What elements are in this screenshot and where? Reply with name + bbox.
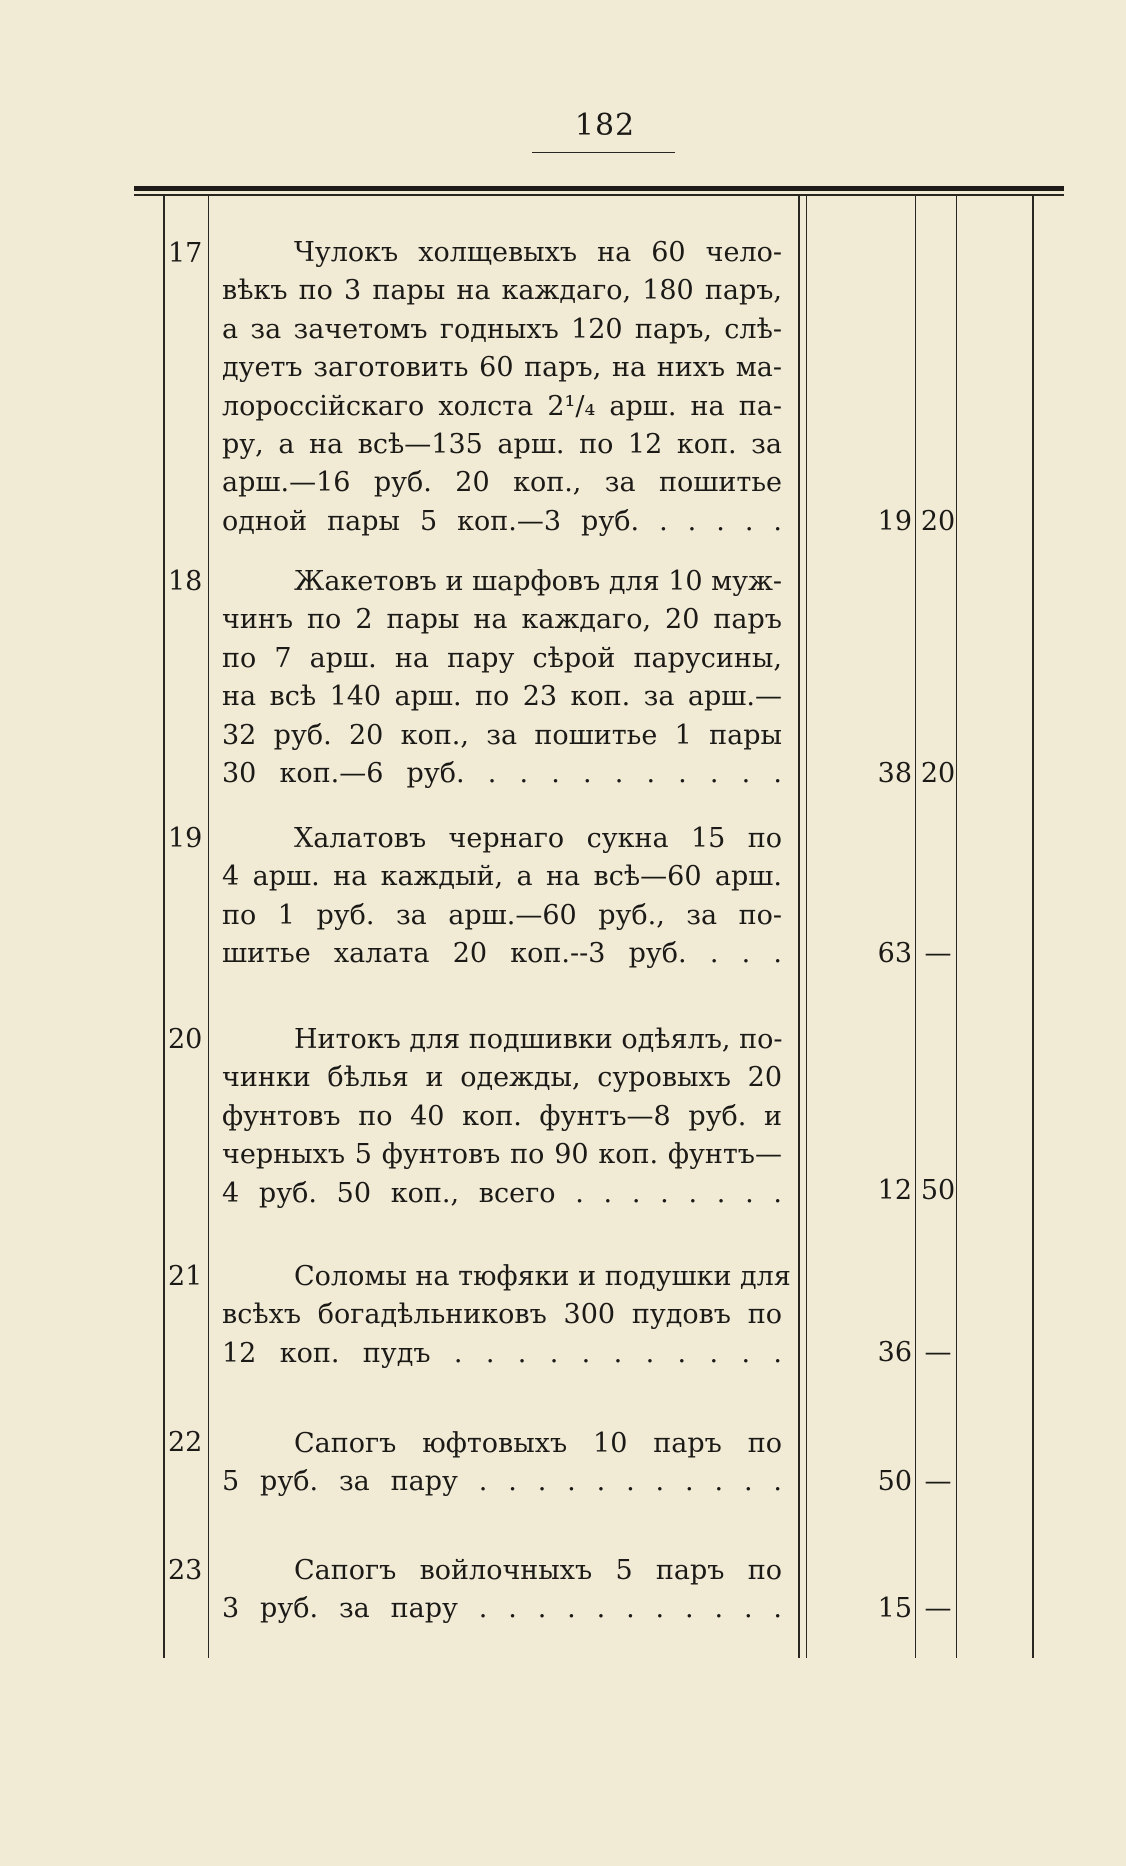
description-line: 3 руб. за пару . . . . . . . . . . . xyxy=(222,1593,782,1625)
description-line: Жакетовъ и шарфовъ для 10 муж- xyxy=(294,566,783,597)
description-line: чинъ по 2 пары на каждаго, 20 паръ xyxy=(222,604,782,636)
description-line: Нитокъ для подшивки одѣялъ, по- xyxy=(294,1024,783,1055)
entry-number: 19 xyxy=(168,823,203,854)
description-line: ру, а на всѣ—135 арш. по 12 коп. за xyxy=(222,428,782,460)
description-line: фунтовъ по 40 коп. фунтъ—8 руб. и xyxy=(222,1100,782,1132)
table-top-rule-thick xyxy=(134,186,1064,191)
amount-kopecks: 50 xyxy=(920,1175,956,1206)
amount-rubles: 50 xyxy=(877,1466,912,1497)
description-line: 5 руб. за пару . . . . . . . . . . . xyxy=(222,1466,782,1498)
entry-description xyxy=(222,563,782,793)
entry-number: 22 xyxy=(168,1427,203,1458)
amount-rubles: 12 xyxy=(877,1175,912,1206)
page-number: 182 xyxy=(574,108,636,143)
description-line: арш.—16 руб. 20 коп., за пошитье xyxy=(222,467,782,499)
amount-rubles: 19 xyxy=(877,506,912,537)
table-left-border xyxy=(163,196,165,1658)
description-line: Соломы на тюфяки и подушки для xyxy=(294,1261,791,1292)
description-line: вѣкъ по 3 пары на каждаго, 180 паръ, xyxy=(222,275,782,307)
entry-number: 20 xyxy=(168,1024,203,1055)
description-line: 30 коп.—6 руб. . . . . . . . . . . xyxy=(222,757,782,789)
amount-kopecks: 20 xyxy=(920,506,956,537)
description-line: чинки бѣлья и одежды, суровыхъ 20 xyxy=(222,1062,782,1094)
text-column-divider-inner xyxy=(806,196,807,1658)
entry-number: 18 xyxy=(168,566,203,597)
text-column-divider xyxy=(798,196,800,1658)
entry-number: 21 xyxy=(168,1261,203,1292)
description-line: лороссійскаго холста 2¹/₄ арш. на па- xyxy=(222,390,782,422)
description-line: а за зачетомъ годныхъ 120 паръ, слѣ- xyxy=(222,313,782,345)
amount-kopecks: 20 xyxy=(920,758,956,789)
description-line: Халатовъ чернаго сукна 15 по xyxy=(294,823,782,854)
amount-kopecks: — xyxy=(924,1337,952,1368)
description-line: по 7 арш. на пару сѣрой парусины, xyxy=(222,642,782,674)
description-line: одной пары 5 коп.—3 руб. . . . . . xyxy=(222,505,782,537)
entry-number: 17 xyxy=(168,238,203,269)
entry-description xyxy=(222,1425,782,1502)
amount-kopecks: — xyxy=(924,1593,952,1624)
description-line: черныхъ 5 фунтовъ по 90 коп. фунтъ— xyxy=(222,1139,782,1171)
description-line: Сапогъ юфтовыхъ 10 паръ по xyxy=(294,1428,782,1459)
description-line: 4 арш. на каждый, а на всѣ—60 арш. xyxy=(222,861,782,893)
entry-description xyxy=(222,234,782,541)
description-line: по 1 руб. за арш.—60 руб., за по- xyxy=(222,899,782,931)
amount-rubles: 63 xyxy=(877,938,912,969)
rubles-column-divider xyxy=(915,196,916,1658)
amount-rubles: 38 xyxy=(877,758,912,789)
entry-description xyxy=(222,1552,782,1629)
description-line: Сапогъ войлочныхъ 5 паръ по xyxy=(294,1555,782,1586)
entry-description xyxy=(222,1021,782,1213)
description-line: 4 руб. 50 коп., всего . . . . . . . . xyxy=(222,1177,782,1209)
table-top-rule-thin xyxy=(134,194,1064,196)
description-line: 12 коп. пудъ . . . . . . . . . . . xyxy=(222,1337,782,1369)
description-line: на всѣ 140 арш. по 23 коп. за арш.— xyxy=(222,681,782,713)
description-line: дуетъ заготовить 60 паръ, на нихъ ма- xyxy=(222,352,782,384)
table-right-border xyxy=(1032,196,1034,1658)
page-number-rule xyxy=(532,152,675,153)
description-line: Чулокъ холщевыхъ на 60 чело- xyxy=(294,237,782,268)
entry-number: 23 xyxy=(168,1555,203,1586)
description-line: 32 руб. 20 коп., за пошитье 1 пары xyxy=(222,719,782,751)
description-line: всѣхъ богадѣльниковъ 300 пудовъ по xyxy=(222,1299,782,1331)
entry-description xyxy=(222,1258,791,1373)
description-line: шитье халата 20 коп.--3 руб. . . . xyxy=(222,938,782,970)
amount-rubles: 15 xyxy=(877,1593,912,1624)
entry-description xyxy=(222,820,782,974)
amount-kopecks: — xyxy=(924,938,952,969)
number-column-divider xyxy=(208,196,209,1658)
amount-kopecks: — xyxy=(924,1466,952,1497)
kopecks-column-divider xyxy=(956,196,957,1658)
amount-rubles: 36 xyxy=(877,1337,912,1368)
